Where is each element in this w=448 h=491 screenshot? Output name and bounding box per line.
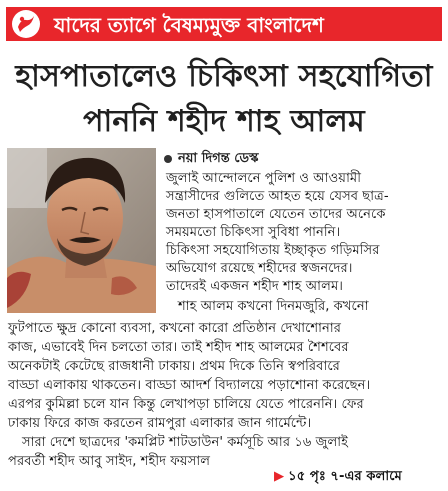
byline — [164, 149, 258, 170]
body-line: বাড্ডা এলাকায় থাকতেন। বাড্ডা আদর্শ বিদ্যালয়ে পড়াশোনা করেছেন। — [8, 378, 371, 393]
body-line: এরপর কুমিল্লা চলে যান কিন্তু লেখাপড়া চালিয়ে যেতে পারেননি। ফের — [8, 397, 364, 412]
body-line: কাজ, এভাবেই দিন চলতো তার। তাই শহীদ শাহ আলমের শৈশবের — [8, 340, 349, 355]
body-line: পরবর্তী শহীদ আবু সাইদ, শহীদ ফয়সাল — [8, 454, 211, 469]
continued-on-page — [274, 466, 402, 488]
body-line: ফুটপাতে ক্ষুদ্র কোনো ব্যবসা, কখনো কারো প্রতিষ্ঠান দেখাশোনার — [8, 321, 341, 336]
body-line: শাহ আলম কখনো দিনমজুরি, কখনো — [178, 299, 369, 314]
body-line: সারা দেশে ছাত্রদের 'কমপ্লিট শাটডাউন' কর্মসূচি আর ১৬ জুলাই — [22, 435, 348, 450]
body-line: সময়মতো চিকিৎসা সুবিধা পাননি। — [166, 225, 341, 240]
bullet-icon — [164, 155, 172, 163]
banner-title: যাদের ত্যাগে বৈষম্যমুক্ত বাংলাদেশ — [54, 13, 324, 37]
section-banner — [6, 7, 442, 41]
martyr-emblem-icon — [12, 10, 40, 38]
body-line: ঢাকায় ফিরে কাজ করতেন রামপুরা এলাকার জান গার্মেন্টে। — [8, 416, 312, 431]
body-line: চিকিৎসা সহযোগিতায় ইচ্ছাকৃত গড়িমসির — [166, 243, 380, 258]
body-line: জনতা হাসপাতালে যেতেন তাদের অনেকে — [166, 207, 386, 222]
body-line: সন্ত্রাসীদের গুলিতে আহত হয়ে যেসব ছাত্র- — [166, 189, 389, 204]
byline-text: নয়া দিগন্ত ডেস্ক — [178, 151, 259, 166]
body-line: অনেকটাই কেটেছে রাজধানী ঢাকায়। প্রথম দিকে তিনি স্বপরিবারে — [8, 359, 340, 374]
body-line: জুলাই আন্দোলনে পুলিশ ও আওয়ামী — [166, 171, 361, 186]
martyr-photo — [7, 148, 156, 313]
headline-line-1: হাসপাতালেও চিকিৎসা সহযোগিতা — [15, 59, 433, 94]
continued-on-page-text: ১৫ পৃঃ ৭-এর কলামে — [288, 469, 402, 484]
headline-line-2: পাননি শহীদ শাহ আলম — [83, 104, 365, 139]
triangle-right-icon: ▶ — [274, 469, 285, 484]
body-line: তাদেরই একজন শহীদ শাহ আলম। — [166, 279, 343, 294]
body-line: অভিযোগ রয়েছে শহীদের স্বজনদের। — [166, 261, 353, 276]
